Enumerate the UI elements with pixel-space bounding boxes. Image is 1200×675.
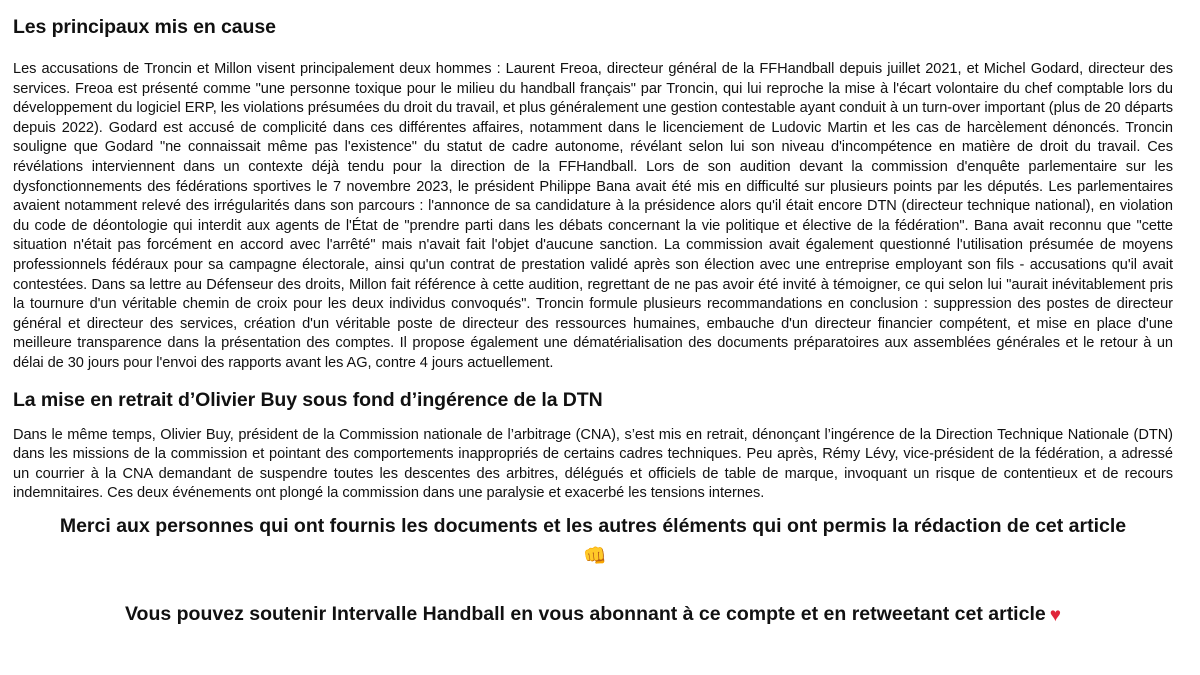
article-body: [13, 14, 1173, 630]
fist-bump-icon: 👊: [583, 545, 607, 567]
thanks-message: [13, 512, 1173, 571]
section-heading-mise-en-retrait: La mise en retrait d’Olivier Buy sous fond d’ingérence de la DTN: [13, 388, 603, 411]
section-heading-principaux-mis-en-cause: Les principaux mis en cause: [13, 16, 276, 38]
thanks-text: Merci aux personnes qui ont fournis les documents et les autres éléments qui ont permis la rédaction de cet article: [59, 514, 1127, 537]
support-message: [13, 600, 1173, 630]
support-text: Vous pouvez soutenir Intervalle Handball en vous abonnant à ce compte et en retweetant cet article: [125, 602, 1046, 625]
section-paragraph-principaux-mis-en-cause: Les accusations de Troncin et Millon visent principalement deux hommes : Laurent Freoa, directeur général de la FFHandball depuis juillet 2021, et Michel Godard, directeur des services. Freoa est présenté comme "une personne toxique pour le milieu du handball français" par Troncin, qui lui reproche la mise à l'écart volontaire du chef comptable lors du développement du logiciel ERP, les violations présumées du droit du travail, et plus généralement une gestion contestable ayant conduit à un turn-over important (plus de 20 départs depuis 2022). Godard est accusé de complicité dans ces différentes affaires, notamment dans le licenciement de Ludovic Martin et les cas de harcèlement dénoncés. Troncin souligne que Godard "ne connaissait même pas l'existence" du statut de cadre autonome, révélant selon lui son niveau d'incompétence en matière de droit du travail. Ces révélations interviennent dans un contexte déjà tendu pour la direction de la FFHandball. Lors de son audition devant la commission d'enquête parlementaire sur les dysfonctionnements des fédérations sportives le 7 novembre 2023, le président Philippe Bana avait été mis en difficulté sur plusieurs points par les députés. Les parlementaires avaient notamment relevé des irrégularités dans son parcours : l'annonce de sa candidature à la présidence alors qu'il était encore DTN (directeur technique national), en violation du code de déontologie qui interdit aux agents de l'État de "prendre parti dans les débats concernant la vie politique et élective de la fédération". Bana avait reconnu que "cette situation n'était pas forcément en accord avec l'arrêté" mais n'avait fait l'objet d'aucune sanction. La commission avait également questionné l'utilisation présumée de moyens professionnels fédéraux pour sa campagne électorale, ainsi qu'un contrat de prestation validé après son élection avec une entreprise employant son fils - accusations qu'il avait contestées. Dans sa lettre au Défenseur des droits, Millon fait référence à cette audition, regrettant de ne pas avoir été invité à témoigner, ce qui selon lui "aurait inévitablement pris la tournure d'un véritable chemin de croix pour les deux individus convoqués". Troncin formule plusieurs recommandations en conclusion : suppression des postes de directeur général et directeur des services, création d'un véritable poste de directeur des ressources humaines, embauche d'un directeur financier compétent, et mise en place d'une meilleure transparence dans la présentation des comptes. Il propose également une dématérialisation des documents préparatoires aux assemblées générales et le retour à un délai de 30 jours pour l'envoi des rapports avant les AG, contre 4 jours actuellement.: [13, 61, 1173, 371]
section-paragraph-mise-en-retrait: Dans le même temps, Olivier Buy, président de la Commission nationale de l’arbitrage (CNA), s’est mis en retrait, dénonçant l’ingérence de la Direction Technique Nationale (DTN) dans les missions de la commission et pointant des comportements inappropriés de certains cadres techniques. Peu après, Rémy Lévy, vice-président de la fédération, a adressé un courrier à la CNA demandant de suspendre toutes les descentes des arbitres, délégués et officiels de table de marque, invoquant un risque de contentieux et de recours indemnitaires. Ces deux événements ont plongé la commission dans une paralysie et exacerbé les tensions internes.: [13, 426, 1173, 502]
heart-icon: ♥: [1049, 604, 1061, 626]
